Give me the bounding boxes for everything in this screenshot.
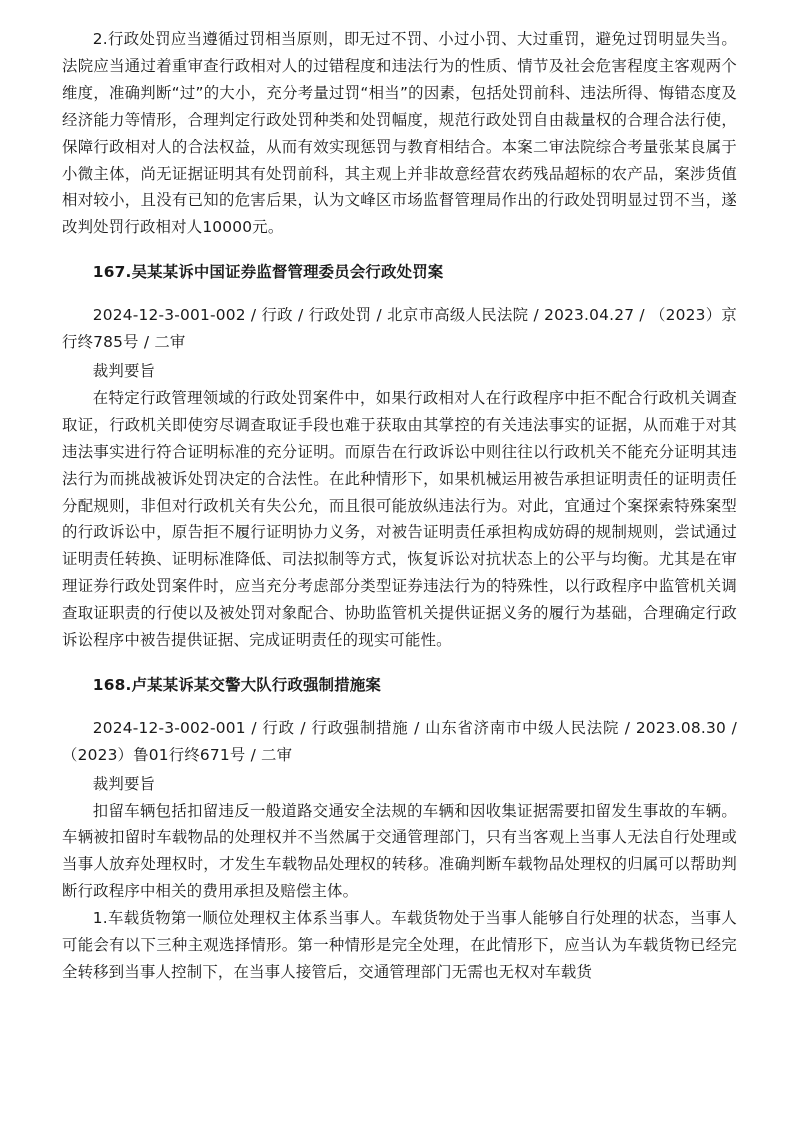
case-168-point-1-paragraph: 1.车载货物第一顺位处理权主体系当事人。车载货物处于当事人能够自行处理的状态，当事人可能会有以下三种主观选择情形。第一种情形是完全处理，在此情形下，应当认为车载货物已经完全转移到当事人控制下，在当事人接管后，交通管理部门无需也无权对车载货 [62, 909, 737, 981]
case-168-meta: 2024-12-3-002-001 / 行政 / 行政强制措施 / 山东省济南市中级人民法院 / 2023.08.30 / （2023）鲁01行终671号 / 二审 [62, 718, 737, 764]
case-168-title: 168.卢某某诉某交警大队行政强制措施案 [92, 675, 382, 694]
case-167-meta: 2024-12-3-001-002 / 行政 / 行政处罚 / 北京市高级人民法院 / 2023.04.27 / （2023）京行终785号 / 二审 [62, 306, 737, 352]
case-168-summary-label: 裁判要旨 [92, 774, 156, 793]
case-167-summary-paragraph: 在特定行政管理领域的行政处罚案件中，如果行政相对人在行政程序中拒不配合行政机关调查取证，行政机关即使穷尽调查取证手段也难于获取由其掌控的有关违法事实的证据，从而难于对其违法事实进行符合证明标准的充分证明。而原告在行政诉讼中则往往以行政机关不能充分证明其违法行为而挑战被诉处罚决定的合法性。在此种情形下，如果机械运用被告承担证明责任的证明责任分配规则，非但对行政机关有失公允，而且很可能放纵违法行为。对此，宜通过个案探索特殊案型的行政诉讼中，原告拒不履行证明协力义务，对被告证明责任承担构成妨碍的规制规则，尝试通过证明责任转换、证明标准降低、司法拟制等方式，恢复诉讼对抗状态上的公平与均衡。尤其是在审理证券行政处罚案件时，应当充分考虑部分类型证券违法行为的特殊性，以行政程序中监管机关调查取证职责的行使以及被处罚对象配合、协助监管机关提供证据义务的履行为基础，合理确定行政诉讼程序中被告提供证据、完成证明责任的现实可能性。 [62, 388, 737, 650]
intro-paragraph: 2.行政处罚应当遵循过罚相当原则，即无过不罚、小过小罚、大过重罚，避免过罚明显失当。法院应当通过着重审查行政相对人的过错程度和违法行为的性质、情节及社会危害程度主客观两个维度，准确判断“过”的大小，充分考量过罚“相当”的因素，包括处罚前科、违法所得、悔错态度及经济能力等情形，合理判定行政处罚种类和处罚幅度，规范行政处罚自由裁量权的合理合法行使，保障行政相对人的合法权益，从而有效实现惩罚与教育相结合。本案二审法院综合考量张某良属于小微主体，尚无证据证明其有处罚前科，其主观上并非故意经营农药残品超标的农产品，案涉货值相对较小，且没有已知的危害后果，认为文峰区市场监督管理局作出的行政处罚明显过罚不当，遂改判处罚行政相对人10000元。 [62, 30, 737, 237]
case-167-summary-label: 裁判要旨 [92, 361, 156, 380]
case-167-title: 167.吴某某诉中国证券监督管理委员会行政处罚案 [92, 263, 444, 282]
case-168-summary-paragraph: 扣留车辆包括扣留违反一般道路交通安全法规的车辆和因收集证据需要扣留发生事故的车辆。车辆被扣留时车载物品的处理权并不当然属于交通管理部门，只有当客观上当事人无法自行处理或当事人放弃处理权时，才发生车载物品处理权的转移。准确判断车载物品处理权的归属可以帮助判断行政程序中相关的费用承担及赔偿主体。 [62, 801, 737, 901]
